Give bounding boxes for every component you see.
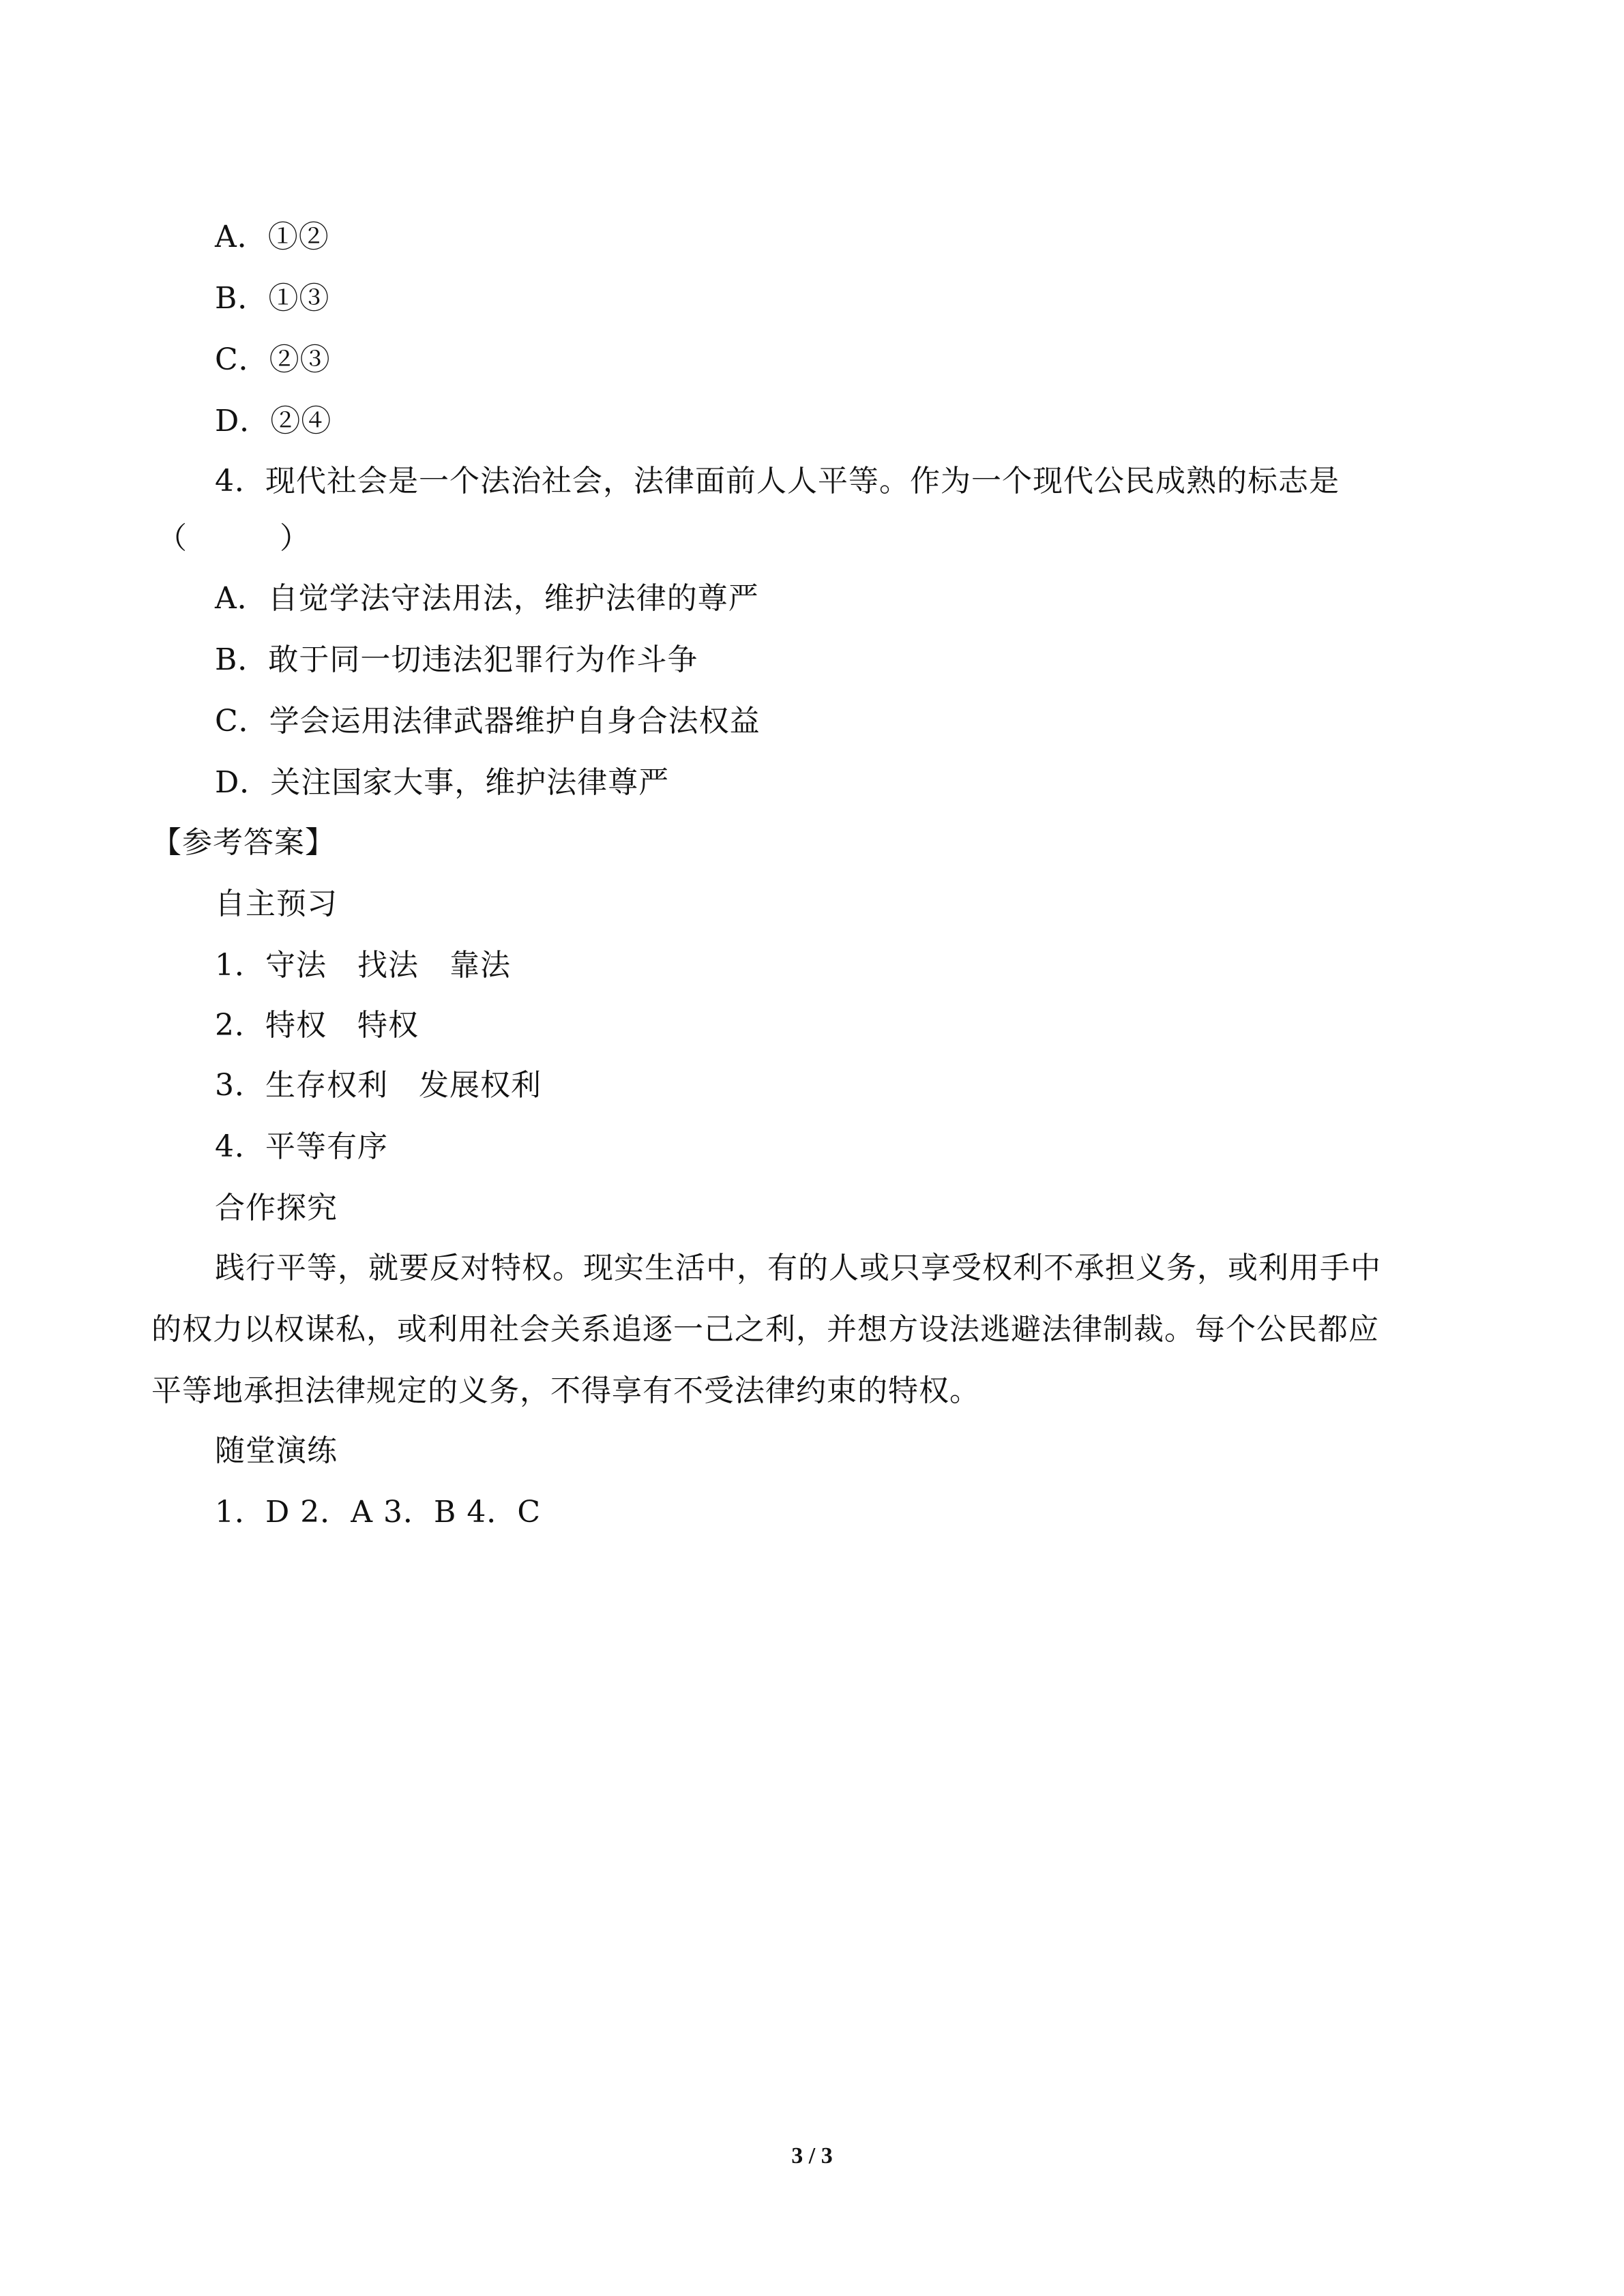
question-4-answer-blank: （ ）	[157, 521, 310, 556]
option-q4-b: B．敢于同一切违法犯罪行为作斗争	[215, 642, 698, 677]
preview-title: 自主预习	[215, 886, 338, 921]
practice-title: 随堂演练	[215, 1433, 338, 1468]
preview-item: 2．特权 特权	[215, 1008, 419, 1043]
option-q4-c: C．学会运用法律武器维护自身合法权益	[215, 704, 761, 739]
cooperation-paragraph-line: 的权力以权谋私，或利用社会关系追逐一己之利，并想方设法逃避法律制裁。每个公民都应	[151, 1312, 1379, 1347]
preview-item: 3．生存权利 发展权利	[215, 1068, 542, 1103]
option-q3-c: C．②③	[215, 342, 331, 377]
cooperation-paragraph-line: 平等地承担法律规定的义务，不得享有不受法律约束的特权。	[151, 1373, 980, 1408]
option-q3-d: D．②④	[215, 404, 332, 438]
answers-heading: 【参考答案】	[151, 825, 336, 860]
practice-answers: 1．D 2．A 3．B 4．C	[215, 1495, 541, 1530]
option-q3-a: A．①②	[215, 220, 329, 254]
cooperation-title: 合作探究	[215, 1191, 338, 1225]
cooperation-paragraph-line: 践行平等，就要反对特权。现实生活中，有的人或只享受权利不承担义务，或利用手中	[215, 1251, 1381, 1285]
question-4-stem: 4．现代社会是一个法治社会，法律面前人人平等。作为一个现代公民成熟的标志是	[215, 464, 1340, 498]
option-q4-d: D．关注国家大事，维护法律尊严	[215, 765, 670, 800]
page-number: 3 / 3	[791, 2143, 833, 2168]
preview-item: 4．平等有序	[215, 1129, 388, 1164]
option-q4-a: A．自觉学法守法用法，维护法律的尊严	[215, 581, 759, 616]
option-q3-b: B．①③	[215, 281, 330, 316]
preview-item: 1．守法 找法 靠法	[215, 948, 511, 983]
